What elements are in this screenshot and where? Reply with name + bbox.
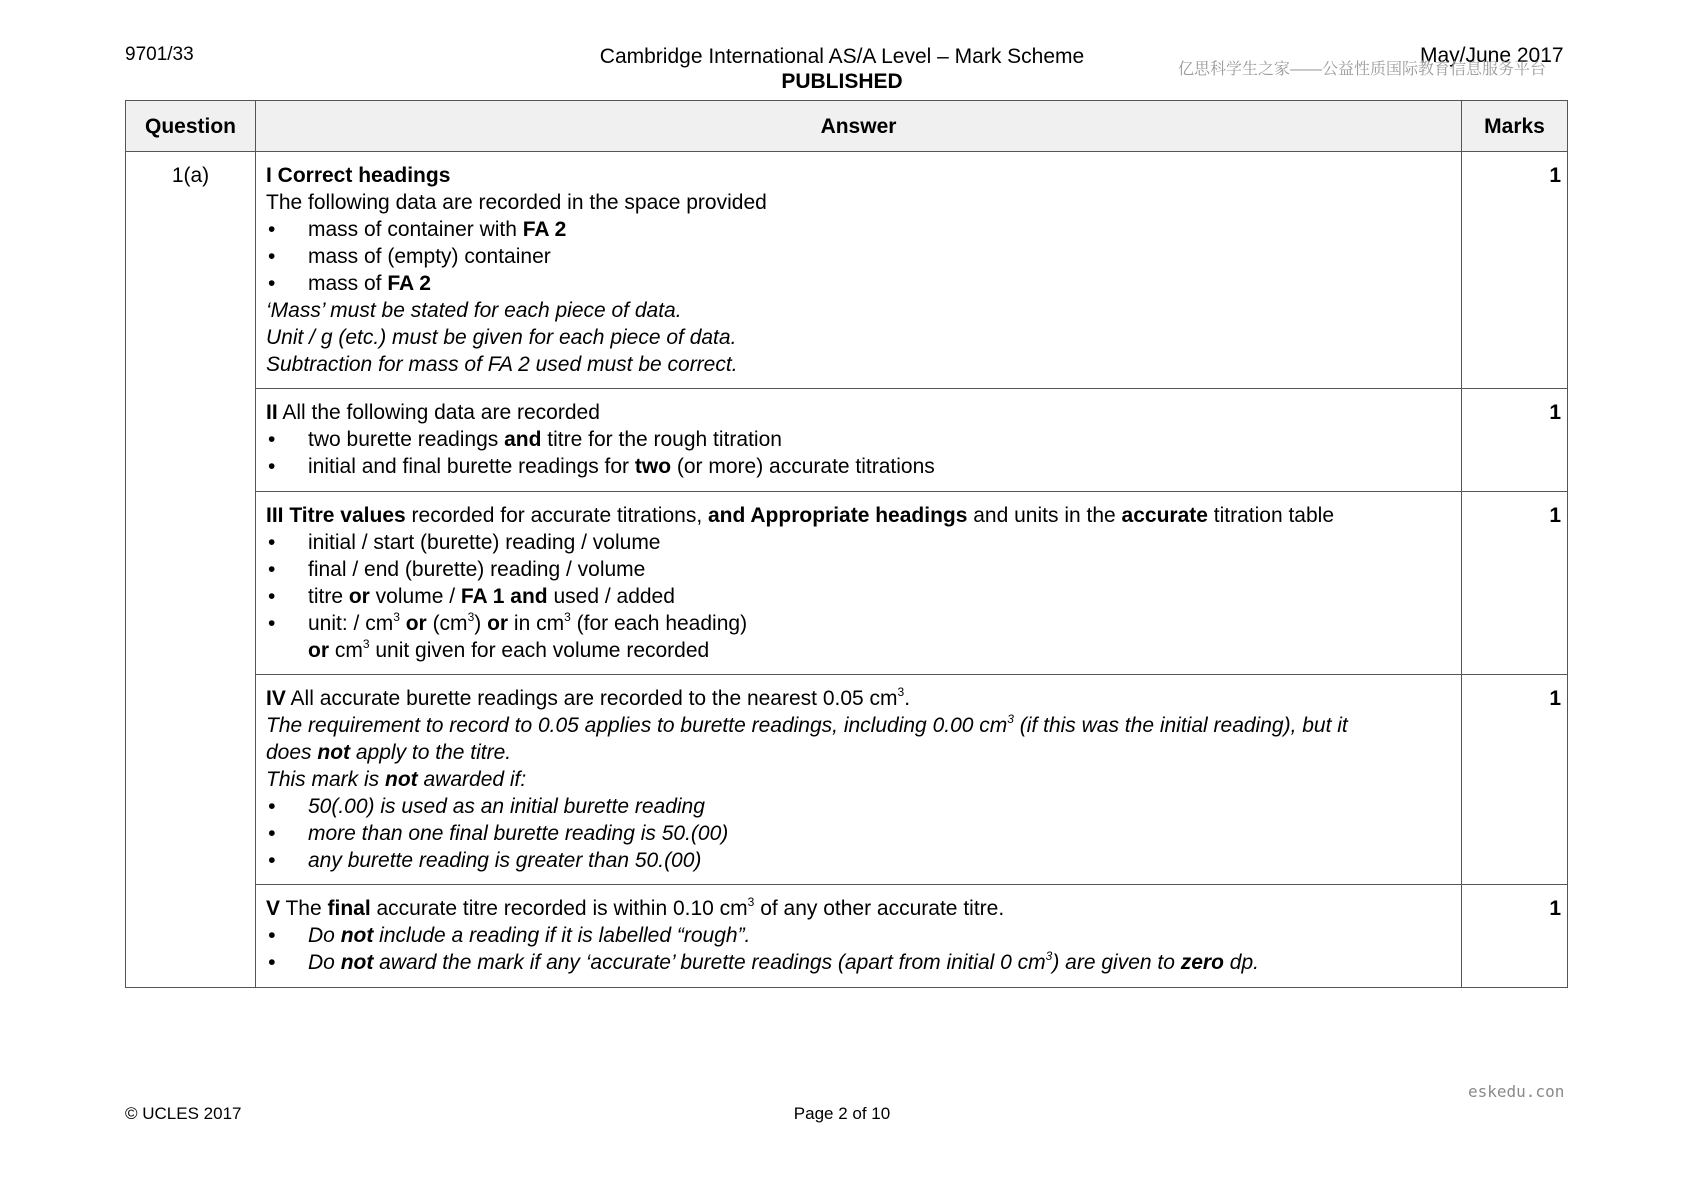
- list-item: • unit: / $cm^3$ or $(cm^3)$ or in $cm^3$ (for each heading): [266, 610, 1451, 637]
- guidance-note: The requirement to record to 0.05 applies to burette readings, including 0.00 $cm^3$ (if this was the initial reading), but it: [266, 712, 1348, 737]
- list-item: • titre or volume / FA 1 and used / added: [266, 583, 1451, 610]
- list-item: • final / end (burette) reading / volume: [266, 556, 1451, 583]
- answer-cell: [256, 389, 1462, 492]
- list-item: • mass of container with FA 2: [266, 216, 1451, 243]
- page-number: Page 2 of 10: [793, 1104, 891, 1123]
- list-item: • 50(.00) is used as an initial burette reading: [266, 793, 1451, 820]
- table-row: [126, 675, 1568, 885]
- copyright-notice: © UCLES 2017: [125, 1104, 242, 1123]
- list-item: • two burette readings and titre for the rough titration: [266, 426, 1451, 453]
- criterion-text: V The final accurate titre recorded is within 0.10 $cm^3$ of any other accurate titre.: [266, 895, 1005, 920]
- mark-value: 1: [1462, 152, 1568, 389]
- criterion-text: II All the following data are recorded: [266, 401, 600, 424]
- table-header-row: [126, 101, 1568, 152]
- mark-scheme-table: [125, 100, 1568, 988]
- table-row: [126, 885, 1568, 988]
- list-item: • more than one final burette reading is 50.(00): [266, 820, 1451, 847]
- guidance-note: This mark is not awarded if:: [266, 768, 527, 791]
- criterion-heading: I Correct headings: [266, 164, 451, 187]
- answer-cell: [256, 152, 1462, 389]
- list-item: • initial and final burette readings for two (or more) accurate titrations: [266, 453, 1451, 480]
- marks-column-header: Marks: [1462, 101, 1568, 152]
- list-item: • mass of FA 2: [266, 270, 1451, 297]
- published-label: PUBLISHED: [781, 70, 903, 93]
- list-item: • mass of (empty) container: [266, 243, 1451, 270]
- guidance-note: ‘Mass’ must be stated for each piece of data.: [266, 299, 682, 322]
- mark-value: 1: [1462, 885, 1568, 988]
- exam-session: May/June 2017: [1420, 44, 1564, 67]
- mark-value: 1: [1462, 675, 1568, 885]
- list-item: • Do not include a reading if it is labelled “rough”.: [266, 922, 1451, 949]
- criterion-text: IV All accurate burette readings are recorded to the nearest 0.05 $cm^3$.: [266, 685, 911, 710]
- guidance-note: Unit / g (etc.) must be given for each piece of data.: [266, 326, 737, 349]
- table-row: [126, 152, 1568, 389]
- list-item: • any burette reading is greater than 50.(00): [266, 847, 1451, 874]
- guidance-note: does not apply to the titre.: [266, 741, 512, 764]
- watermark-text: 亿思科学生之家——公益性质国际教育信息服务平台: [1178, 61, 1547, 78]
- table-row: [126, 389, 1568, 492]
- site-watermark: eskedu.con: [1468, 1082, 1565, 1101]
- answer-cell: [256, 675, 1462, 885]
- answer-cell: [256, 492, 1462, 675]
- answer-cell: [256, 885, 1462, 988]
- list-item-continuation: or $cm^3$ unit given for each volume recorded: [308, 637, 710, 662]
- question-number: 1(a): [126, 152, 256, 988]
- mark-value: 1: [1462, 389, 1568, 492]
- list-item: • Do not award the mark if any ‘accurate’ burette readings (apart from initial 0 $cm^3$) are given to zero dp.: [266, 949, 1451, 976]
- criterion-text: III Titre values recorded for accurate titrations, and Appropriate headings and units in the accurate titration table: [266, 504, 1334, 527]
- criterion-text: The following data are recorded in the space provided: [266, 191, 767, 214]
- mark-value: 1: [1462, 492, 1568, 675]
- list-item: • initial / start (burette) reading / volume: [266, 529, 1451, 556]
- guidance-note: Subtraction for mass of FA 2 used must be correct.: [266, 353, 738, 376]
- answer-column-header: Answer: [256, 101, 1462, 152]
- question-column-header: Question: [126, 101, 256, 152]
- paper-code: 9701/33: [125, 44, 194, 65]
- table-row: [126, 492, 1568, 675]
- mark-scheme-title: Cambridge International AS/A Level – Mark Scheme: [599, 45, 1085, 68]
